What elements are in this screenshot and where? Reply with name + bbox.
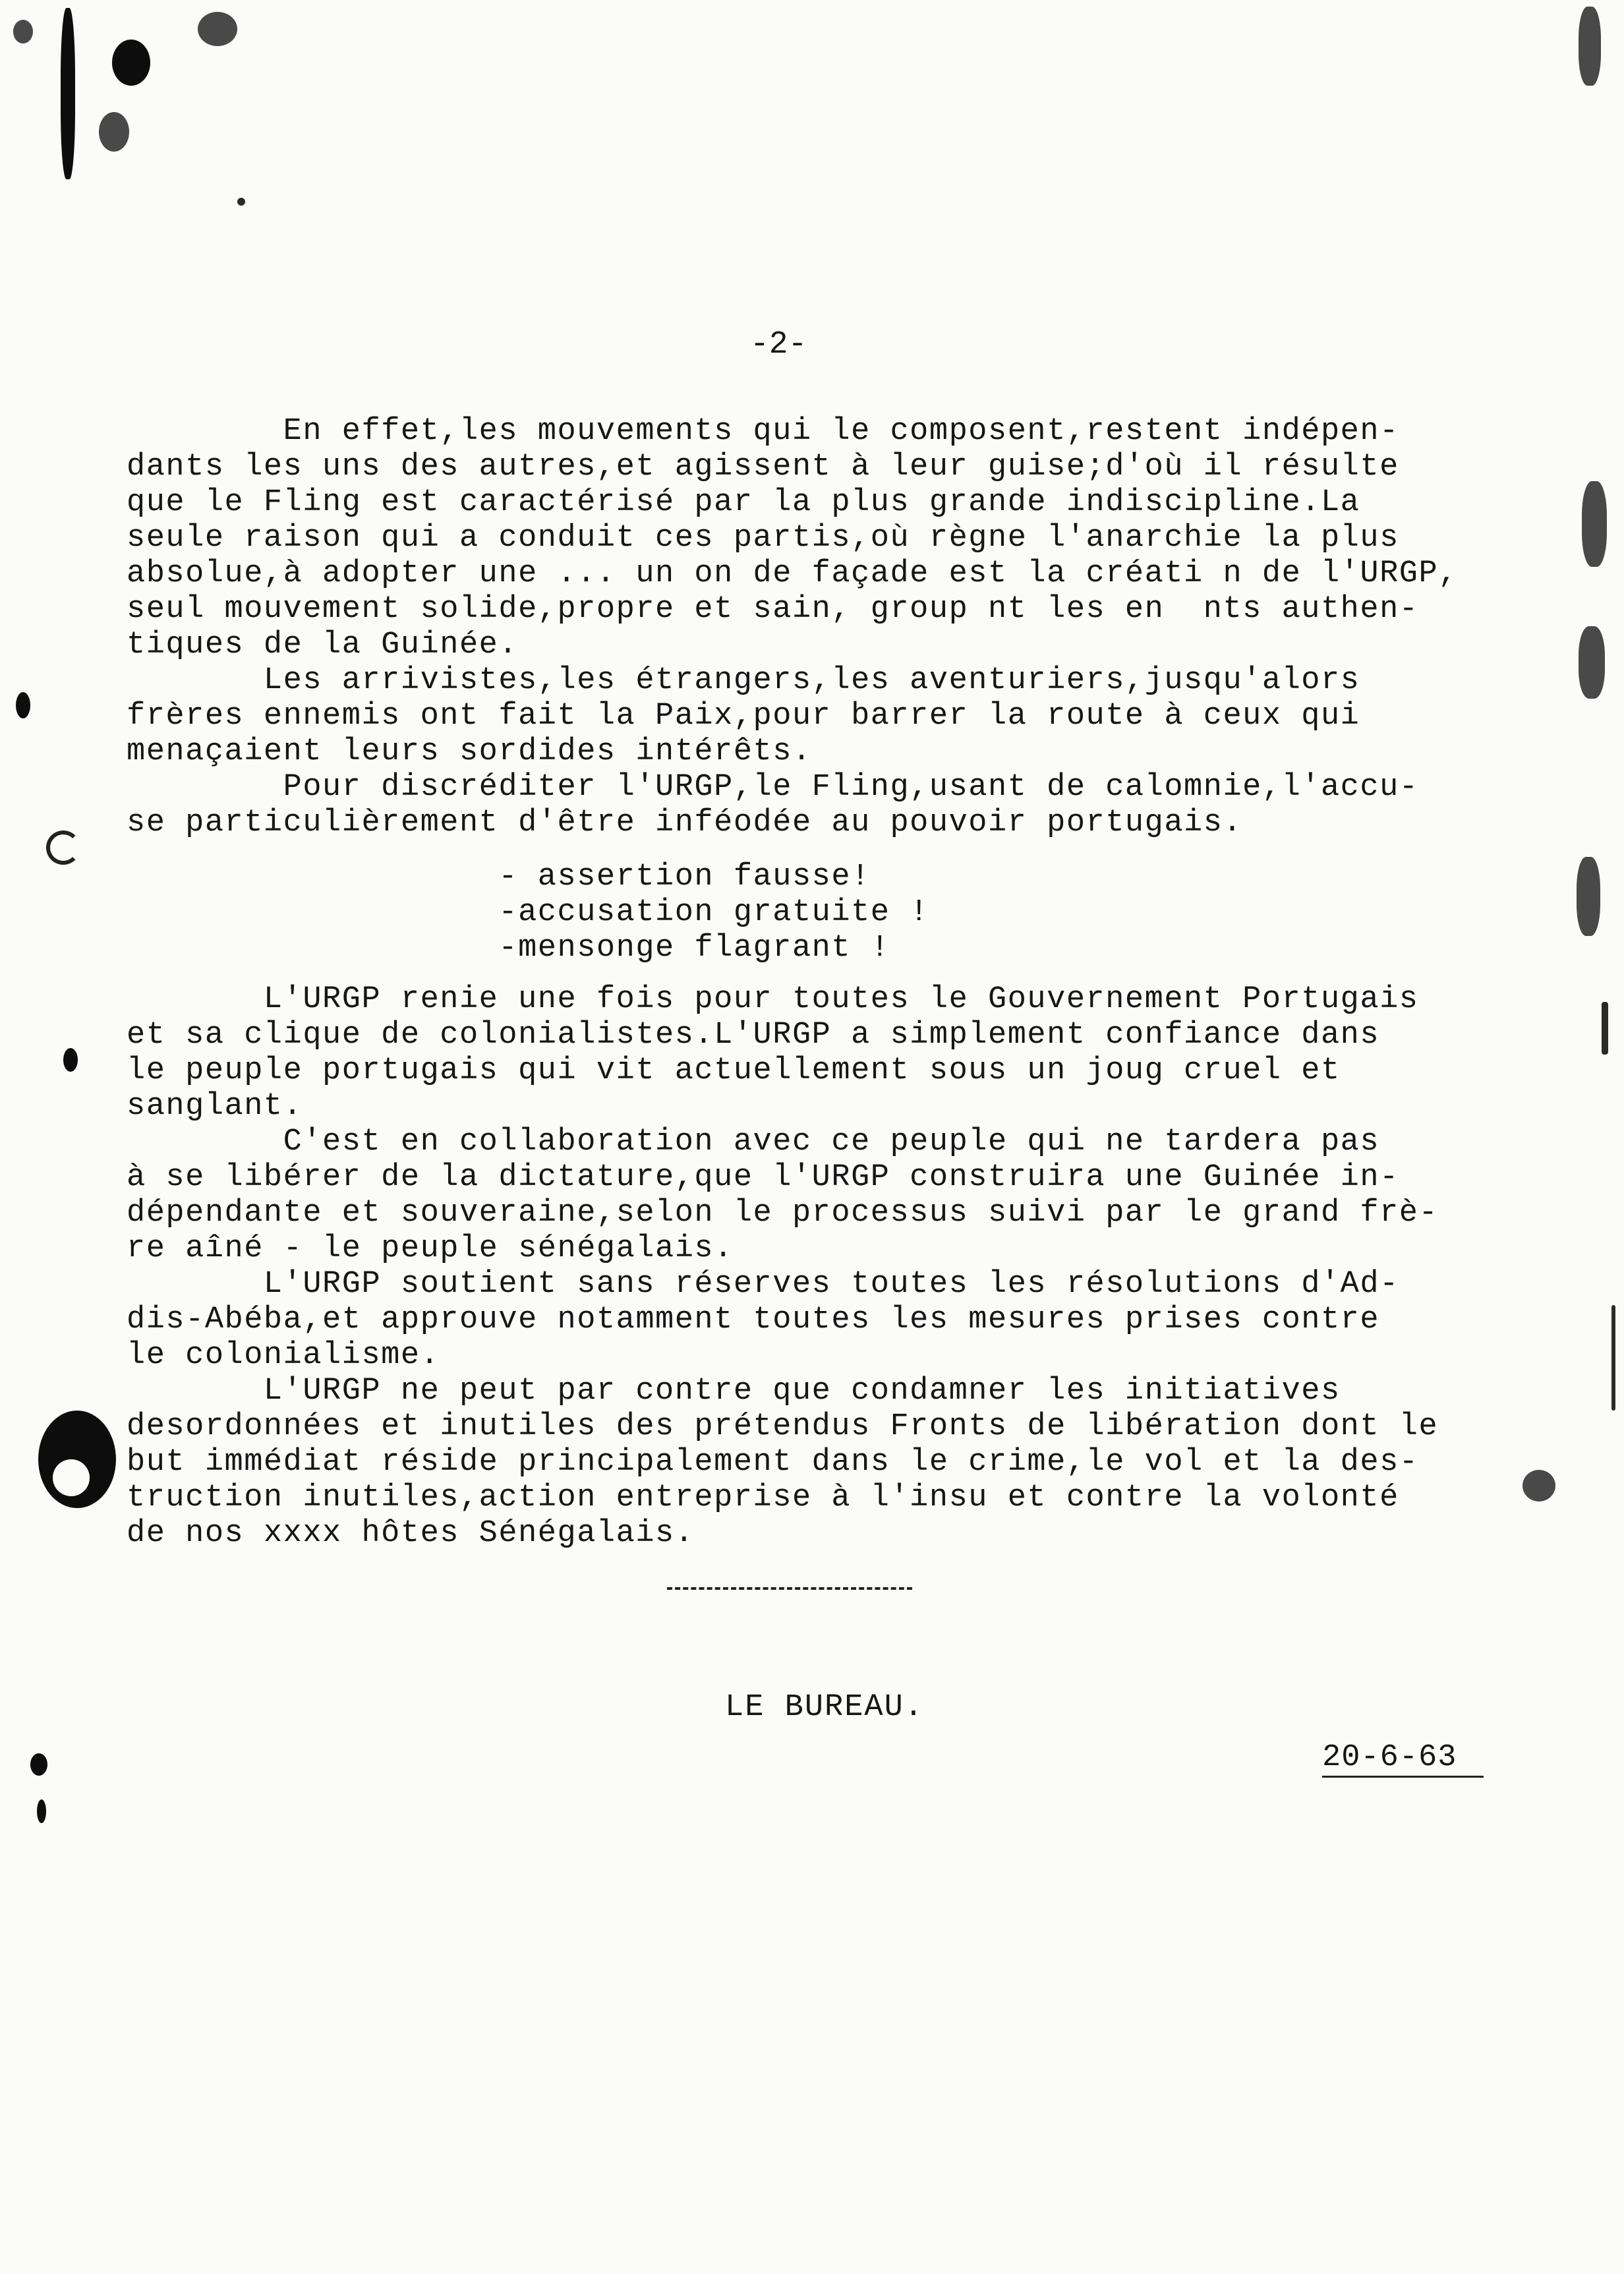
body-text-line: -accusation gratuite !: [127, 895, 929, 930]
ink-blot: [30, 1753, 47, 1776]
body-text-line: desordonnées et inutiles des prétendus Fronts de libération dont le: [127, 1409, 1439, 1444]
body-text-line: En effet,les mouvements qui le composent,restent indépen-: [127, 414, 1399, 449]
body-text-line: C'est en collaboration avec ce peuple qui ne tardera pas: [127, 1124, 1380, 1159]
document-date: 20-6-63: [1322, 1740, 1457, 1775]
ink-blot: [1579, 7, 1601, 86]
body-text-line: absolue,à adopter une ... un on de façade est la créati n de l'URGP,: [127, 556, 1458, 591]
body-text-line: but immédiat réside principalement dans le crime,le vol et la des-: [127, 1445, 1419, 1480]
ink-speck: [1611, 1305, 1615, 1411]
ink-speck: [1602, 1002, 1608, 1055]
body-text-line: Les arrivistes,les étrangers,les aventuriers,jusqu'alors: [127, 663, 1360, 698]
body-text-line: Pour discréditer l'URGP,le Fling,usant de calomnie,l'accu-: [127, 770, 1419, 805]
body-text-line: seule raison qui a conduit ces partis,où règne l'anarchie la plus: [127, 521, 1399, 556]
body-text-line: et sa clique de colonialistes.L'URGP a simplement confiance dans: [127, 1018, 1380, 1053]
signature: LE BUREAU.: [725, 1690, 925, 1725]
body-text-line: seul mouvement solide,propre et sain, group nt les en nts authen-: [127, 592, 1419, 627]
body-text-line: le peuple portugais qui vit actuellement sous un joug cruel et: [127, 1053, 1341, 1088]
body-text-line: re aîné - le peuple sénégalais.: [127, 1231, 734, 1266]
body-text-line: dis-Abéba,et approuve notamment toutes les mesures prises contre: [127, 1302, 1380, 1337]
body-text-line: dants les uns des autres,et agissent à leur guise;d'où il résulte: [127, 450, 1399, 484]
body-text-line: de nos xxxx hôtes Sénégalais.: [127, 1516, 695, 1551]
body-text-line: à se libérer de la dictature,que l'URGP construira une Guinée in-: [127, 1160, 1399, 1195]
ink-blot: [198, 12, 237, 46]
page-number: -2-: [750, 327, 807, 363]
body-text-line: L'URGP soutient sans réserves toutes les résolutions d'Ad-: [127, 1267, 1399, 1302]
ink-blot: [1522, 1470, 1555, 1501]
ink-blot: [1577, 857, 1600, 936]
ink-speck: [46, 831, 80, 865]
body-text-line: frères ennemis ont fait la Paix,pour barrer la route à ceux qui: [127, 699, 1360, 734]
body-text-line: -mensonge flagrant !: [127, 931, 890, 966]
body-text-line: dépendante et souveraine,selon le processus suivi par le grand frè-: [127, 1196, 1439, 1231]
body-text-line: le colonialisme.: [127, 1338, 440, 1373]
ink-blot: [1579, 626, 1605, 699]
ink-blot: [37, 1799, 46, 1823]
ink-blot: [61, 8, 75, 179]
body-text-line: sanglant.: [127, 1089, 303, 1124]
date-underline: [1322, 1776, 1484, 1778]
dashed-separator: [667, 1587, 912, 1590]
body-text-line: tiques de la Guinée.: [127, 627, 519, 662]
body-text-line: menaçaient leurs sordides intérêts.: [127, 734, 812, 769]
body-text-line: se particulièrement d'être inféodée au pouvoir portugais.: [127, 805, 1243, 840]
body-text-line: - assertion fausse!: [127, 860, 871, 894]
body-text-line: L'URGP renie une fois pour toutes le Gouvernement Portugais: [127, 982, 1419, 1017]
body-text-line: que le Fling est caractérisé par la plus grande indiscipline.La: [127, 485, 1360, 520]
ink-blot: [112, 40, 150, 86]
ink-blot: [53, 1459, 90, 1496]
ink-blot: [1582, 481, 1607, 567]
ink-blot: [99, 112, 129, 152]
ink-blot: [13, 20, 33, 44]
ink-speck: [237, 198, 245, 206]
ink-blot: [63, 1048, 78, 1072]
ink-blot: [16, 692, 30, 718]
body-text-line: truction inutiles,action entreprise à l'insu et contre la volonté: [127, 1480, 1399, 1515]
body-text-line: L'URGP ne peut par contre que condamner les initiatives: [127, 1374, 1341, 1409]
